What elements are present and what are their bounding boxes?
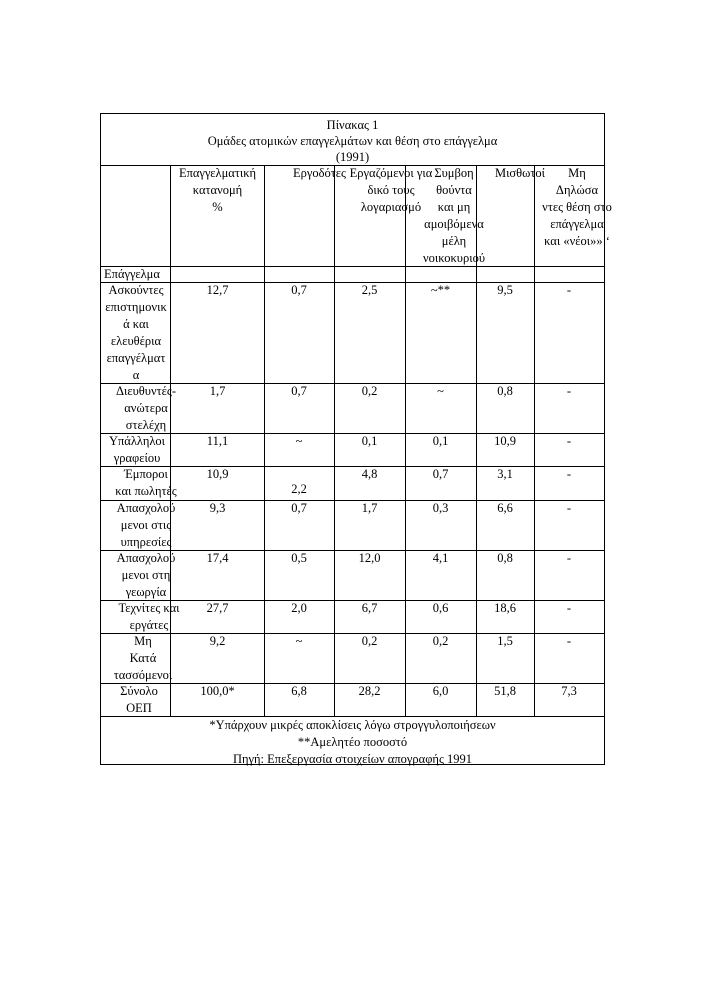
row-cell: ~ (295, 434, 303, 448)
row-cell: 17,4 (206, 551, 229, 565)
row-cell: ~ (295, 634, 303, 648)
row-cell: 9,5 (497, 283, 513, 297)
row-cell: 0,6 (432, 601, 449, 615)
row-cell: - (566, 467, 572, 481)
row-cell: 0,7 (432, 467, 449, 481)
statistics-table (100, 113, 612, 766)
row-cell: 10,9 (206, 467, 229, 481)
row-cell: 51,8 (494, 684, 516, 698)
header-occupational-distribution: Επαγγελματική κατανομή % (178, 166, 257, 214)
row-cell: - (566, 551, 572, 565)
row-cell: - (566, 384, 572, 398)
row-label: Απασχολού μενοι στη γεωργία (116, 551, 176, 599)
row-cell: 0,1 (432, 434, 449, 448)
row-cell: 100,0* (200, 684, 235, 698)
row-cell: 0,2 (432, 634, 449, 648)
row-cell: - (566, 283, 572, 297)
row-cell: 1,7 (209, 384, 226, 398)
row-cell: 0,5 (291, 551, 307, 565)
row-cell: 12,7 (206, 283, 229, 297)
row-cell: 12,0 (358, 551, 381, 565)
row-cell: ~** (430, 283, 451, 297)
row-cell: 0,7 (291, 283, 307, 297)
row-cell: 2,5 (361, 283, 378, 297)
row-label: Ασκούντες επιστημονικ ά και ελευθέρια επαγγέλματ α (105, 283, 167, 382)
row-cell: 0,2 (361, 384, 378, 398)
header-assisting-members: Συμβοη θούντα και μη αμοιβόμενα μέλη νοικοκυριού (422, 166, 486, 265)
row-cell: 9,3 (209, 501, 226, 515)
row-label: Απασχολού μενοι στις υπηρεσίες (116, 501, 176, 549)
row-label: Τεχνίτες και εργάτες (118, 601, 180, 632)
row-cell: 2,2 (291, 482, 307, 496)
table-caption-subtitle: Ομάδες ατομικών επαγγελμάτων και θέση στο επάγγελμα (207, 134, 498, 148)
row-cell: 6,0 (432, 684, 449, 698)
note-source: Πηγή: Επεξεργασία στοιχείων απογραφής 1991 (232, 752, 473, 766)
row-cell: - (566, 501, 572, 515)
row-cell: 0,8 (497, 384, 513, 398)
row-cell: 7,3 (561, 684, 577, 698)
row-cell: 4,8 (361, 467, 378, 481)
row-label: Έμποροι και πωλητές (115, 467, 177, 498)
header-salaried: Μισθωτοί (494, 166, 546, 180)
row-cell: - (566, 634, 572, 648)
row-cell: 9,2 (209, 634, 226, 648)
row-cell: 6,6 (497, 501, 513, 515)
header-undeclared: Μη Δηλώσα ντες θέση στο επάγγελμα και «νέοι»» ‘ (542, 166, 612, 248)
row-cell: 3,1 (497, 467, 513, 481)
row-cell: 0,7 (291, 501, 307, 515)
row-cell: - (566, 601, 572, 615)
header-self-employed: Εργαζόμενοι για δικό τους λογαριασμό (349, 166, 433, 214)
stub-header-occupation: Επάγγελμα (104, 267, 160, 281)
row-label: Διευθυντές- ανώτερα στελέχη (115, 384, 177, 432)
row-cell: 28,2 (358, 684, 381, 698)
header-employers: Εργοδότες (293, 166, 347, 180)
row-cell: 1,7 (361, 501, 378, 515)
row-label: Υπάλληλοι γραφείου (108, 434, 166, 465)
row-cell: 0,2 (361, 634, 378, 648)
row-cell: 2,0 (291, 601, 307, 615)
row-cell: 11,1 (206, 434, 229, 448)
row-cell: ~ (437, 384, 444, 398)
row-cell: 10,9 (494, 434, 516, 448)
row-cell: 27,7 (206, 601, 229, 615)
row-cell: 6,8 (291, 684, 307, 698)
row-cell: 0,1 (361, 434, 378, 448)
row-cell: 1,5 (497, 634, 513, 648)
row-label-total: Σύνολο ΟΕΠ (120, 684, 158, 715)
note-negligible: **Αμελητέο ποσοστό (297, 735, 408, 749)
row-cell: 0,7 (291, 384, 307, 398)
row-cell: 0,8 (497, 551, 513, 565)
row-cell: 18,6 (494, 601, 516, 615)
row-cell: 6,7 (361, 601, 378, 615)
row-label: Μη Κατά τασσόμενοι (113, 634, 173, 682)
row-cell: - (566, 434, 572, 448)
row-cell: 0,3 (432, 501, 449, 515)
row-cell: 4,1 (432, 551, 449, 565)
table-caption-year: (1991) (335, 150, 370, 164)
table-caption-title: Πίνακας 1 (326, 118, 379, 132)
note-rounding: *Υπάρχουν μικρές αποκλίσεις λόγω στρογγυλοποιήσεων (209, 718, 496, 732)
